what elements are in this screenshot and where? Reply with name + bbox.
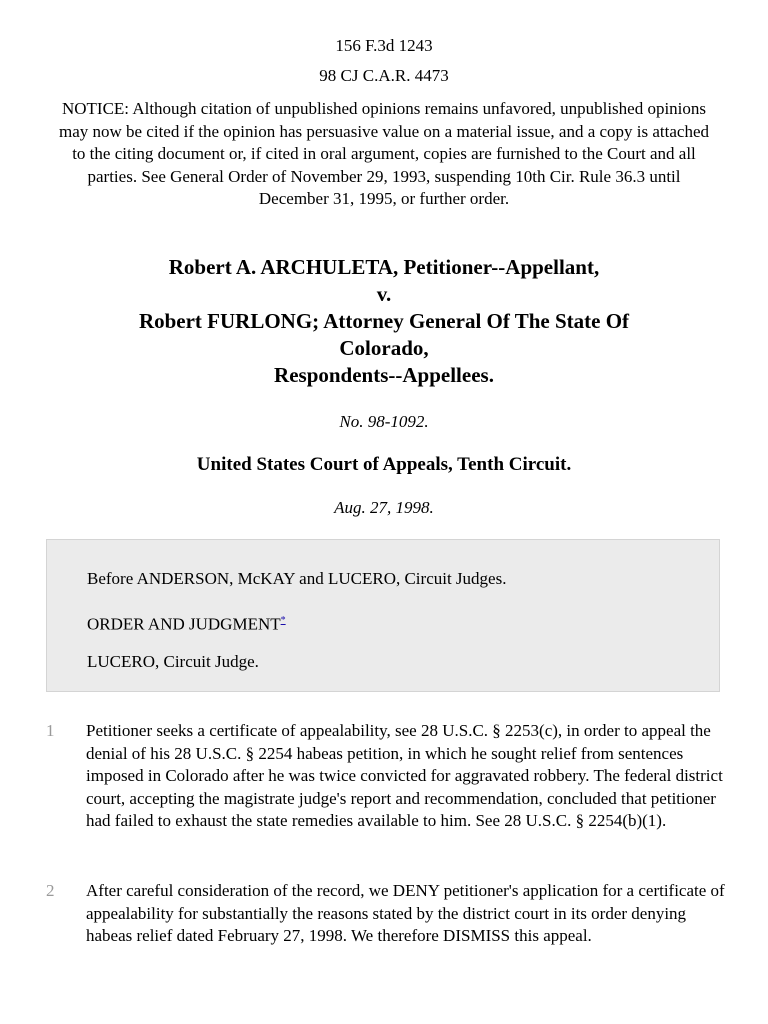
footnote-link[interactable]: * bbox=[280, 615, 286, 626]
opinion-author: LUCERO, Circuit Judge. bbox=[87, 652, 259, 671]
caption-versus: v. bbox=[376, 282, 392, 306]
caption-appellee: Robert FURLONG; Attorney General Of The State Of bbox=[138, 309, 630, 333]
reporter-citation: 156 F.3d 1243 bbox=[335, 36, 433, 55]
case-caption bbox=[40, 254, 728, 389]
caption-appellee-role: Respondents--Appellees. bbox=[274, 363, 494, 387]
paragraph-number: 1 bbox=[46, 721, 55, 740]
order-title-line bbox=[87, 611, 286, 635]
order-title: ORDER AND JUDGMENT bbox=[87, 614, 281, 634]
paragraph-text: After careful consideration of the record, we DENY petitioner's application for a certificate of appealability for substantially the reasons stated by the district court in its order denying habeas relief dated February 27, 1998. We therefore DISMISS this appeal. bbox=[86, 881, 725, 945]
caption-appellant: Robert A. ARCHULETA, Petitioner--Appellant, bbox=[168, 255, 600, 279]
panel-judges: Before ANDERSON, McKAY and LUCERO, Circuit Judges. bbox=[87, 569, 507, 588]
paragraph-number: 2 bbox=[46, 881, 55, 900]
panel-info-box bbox=[46, 539, 720, 692]
paragraph-text: Petitioner seeks a certificate of appealability, see 28 U.S.C. § 2253(c), in order to appeal the denial of his 28 U.S.C. § 2254 habeas petition, in which he sought relief from sentences imposed in Colorado after he was twice convicted for aggravated robbery. The federal district court, accepting the magistrate judge's report and recommendation, concluded that petitioner had failed to exhaust the state remedies available to him. See 28 U.S.C. § 2254(b)(1). bbox=[86, 721, 723, 830]
decision-date: Aug. 27, 1998. bbox=[334, 498, 434, 517]
parallel-citation: 98 CJ C.A.R. 4473 bbox=[319, 66, 449, 85]
unpublished-notice: NOTICE: Although citation of unpublished opinions remains unfavored, unpublished opinions may now be cited if the opinion has persuasive value on a material issue, and a copy is attached to the citing document or, if cited in oral argument, copies are furnished to the Court and all parties. See General Order of November 29, 1993, suspending 10th Cir. Rule 36.3 until December 31, 1995, or further order. bbox=[58, 99, 710, 208]
court-name: United States Court of Appeals, Tenth Circuit. bbox=[196, 454, 572, 475]
docket-number: No. 98-1092. bbox=[339, 412, 429, 431]
caption-appellee-cont: Colorado, bbox=[339, 336, 429, 360]
